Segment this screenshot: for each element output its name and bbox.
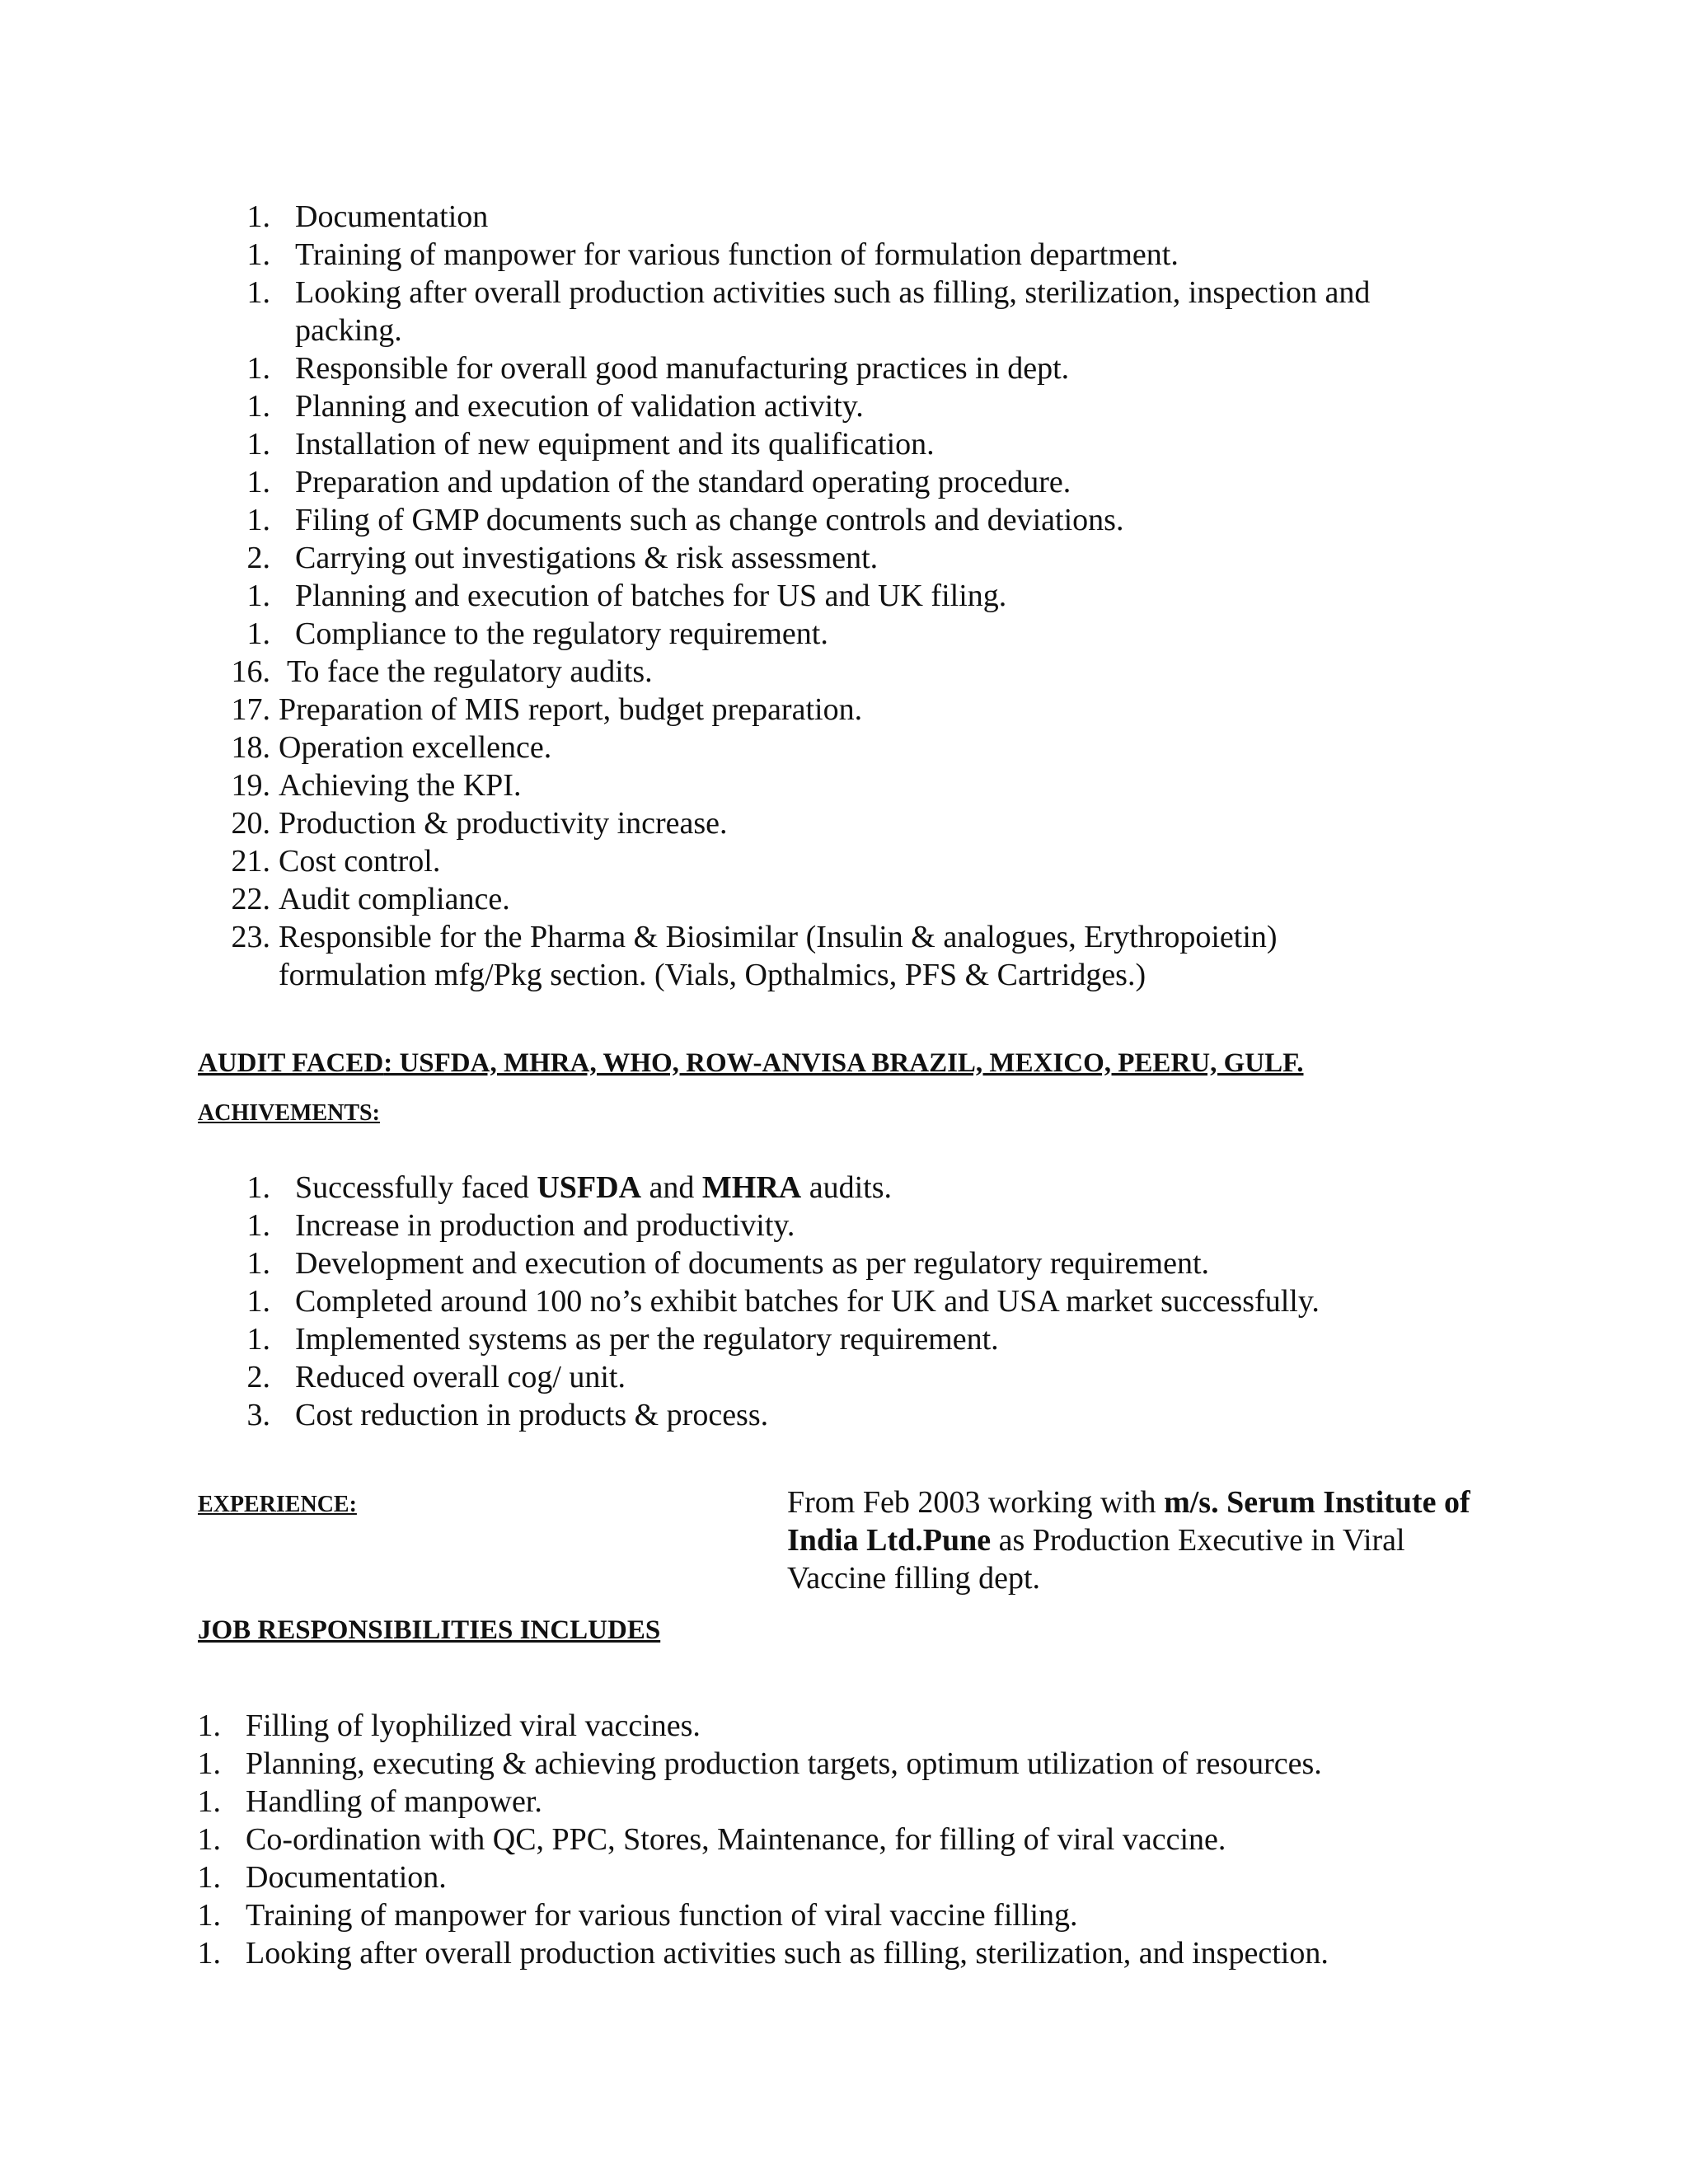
list-text: packing.	[295, 313, 402, 348]
list-number: 1.	[197, 1898, 221, 1933]
list-number: 1.	[246, 1246, 270, 1281]
list-text: Cost control.	[279, 844, 441, 879]
list-number: 23.	[231, 920, 270, 954]
list-number: 1.	[246, 1322, 270, 1357]
list-number: 1.	[246, 1284, 270, 1319]
list-text: Planning and execution of batches for US and UK filing.	[295, 579, 1007, 613]
list-number: 2.	[246, 1360, 270, 1394]
list-number: 19.	[231, 768, 270, 803]
list-number: 16.	[231, 654, 270, 689]
list-text: To face the regulatory audits.	[287, 654, 653, 689]
list-text: Planning, executing & achieving production targets, optimum utilization of resources.	[246, 1746, 1322, 1781]
list-text: Implemented systems as per the regulatory requirement.	[295, 1322, 999, 1357]
list-number: 1.	[246, 389, 270, 424]
list-text: Responsible for the Pharma & Biosimilar (Insulin & analogues, Erythropoietin)	[279, 920, 1278, 954]
list-text: formulation mfg/Pkg section. (Vials, Opthalmics, PFS & Cartridges.)	[279, 958, 1146, 992]
list-number: 1.	[246, 1208, 270, 1243]
list-text: Compliance to the regulatory requirement.	[295, 616, 828, 651]
list-text: Looking after overall production activities such as filling, sterilization, inspection and	[295, 275, 1371, 310]
list-text: Carrying out investigations & risk assessment.	[295, 541, 879, 575]
list-text: Training of manpower for various function of formulation department.	[295, 237, 1179, 272]
list-text: Documentation	[295, 199, 489, 234]
list-text: Looking after overall production activities such as filling, sterilization, and inspection.	[246, 1936, 1329, 1971]
list-text: Development and execution of documents as per regulatory requirement.	[295, 1246, 1209, 1281]
list-number: 1.	[197, 1708, 221, 1743]
list-text: Operation excellence.	[279, 730, 552, 765]
list-text: Co-ordination with QC, PPC, Stores, Maintenance, for filling of viral vaccine.	[246, 1822, 1226, 1857]
list-text: Handling of manpower.	[246, 1784, 542, 1819]
list-number: 1.	[246, 199, 270, 234]
audit-faced-heading	[198, 1047, 1304, 1080]
list-number: 1.	[246, 503, 270, 537]
list-text: Documentation.	[246, 1860, 447, 1895]
list-text: Increase in production and productivity.	[295, 1208, 795, 1243]
list-number: 1.	[246, 427, 270, 462]
list-number: 20.	[231, 806, 270, 841]
achievements-heading: ACHIVEMENTS:	[198, 1100, 380, 1126]
experience-heading: EXPERIENCE:	[198, 1492, 357, 1517]
list-number: 1.	[246, 351, 270, 386]
list-number: 1.	[246, 465, 270, 499]
audit-faced-value: : USFDA, MHRA, WHO, ROW-ANVISA BRAZIL, MEXICO, PEERU, GULF.	[383, 1048, 1304, 1078]
list-text: Responsible for overall good manufacturing practices in dept.	[295, 351, 1070, 386]
list-text: Planning and execution of validation activity.	[295, 389, 864, 424]
list-number: 1.	[197, 1822, 221, 1857]
list-text: Cost reduction in products & process.	[295, 1398, 769, 1432]
list-number: 1.	[197, 1784, 221, 1819]
list-text: Filing of GMP documents such as change controls and deviations.	[295, 503, 1124, 537]
list-number: 1.	[197, 1860, 221, 1895]
list-number: 1.	[246, 275, 270, 310]
list-number: 21.	[231, 844, 270, 879]
list-text: Reduced overall cog/ unit.	[295, 1360, 626, 1394]
list-text: Installation of new equipment and its qualification.	[295, 427, 935, 462]
list-number: 17.	[231, 692, 270, 727]
experience-description: From Feb 2003 working with m/s. Serum Institute of India Ltd.Pune as Production Executive in Viral Vaccine filling dept.	[787, 1485, 1470, 1596]
list-text: Achieving the KPI.	[279, 768, 522, 803]
list-text: Production & productivity increase.	[279, 806, 728, 841]
list-number: 1.	[197, 1746, 221, 1781]
list-text: Audit compliance.	[279, 882, 510, 916]
list-number: 3.	[246, 1398, 270, 1432]
list-number: 2.	[246, 541, 270, 575]
list-number: 18.	[231, 730, 270, 765]
list-number: 1.	[246, 616, 270, 651]
list-number: 1.	[246, 237, 270, 272]
list-text: Successfully faced USFDA and MHRA audits.	[295, 1170, 892, 1205]
list-text: Preparation of MIS report, budget preparation.	[279, 692, 863, 727]
list-number: 1.	[246, 1170, 270, 1205]
list-text: Preparation and updation of the standard operating procedure.	[295, 465, 1071, 499]
list-text: Completed around 100 no’s exhibit batches for UK and USA market successfully.	[295, 1284, 1320, 1319]
job-responsibilities-heading: JOB RESPONSIBILITIES INCLUDES	[198, 1615, 661, 1645]
audit-faced-label: AUDIT FACED	[198, 1048, 384, 1078]
list-number: 22.	[231, 882, 270, 916]
list-number: 1.	[246, 579, 270, 613]
list-text: Filling of lyophilized viral vaccines.	[246, 1708, 701, 1743]
company-name: m/s. Serum Institute of India Ltd.Pune	[787, 1485, 1470, 1558]
list-text: Training of manpower for various function of viral vaccine filling.	[246, 1898, 1078, 1933]
list-number: 1.	[197, 1936, 221, 1971]
